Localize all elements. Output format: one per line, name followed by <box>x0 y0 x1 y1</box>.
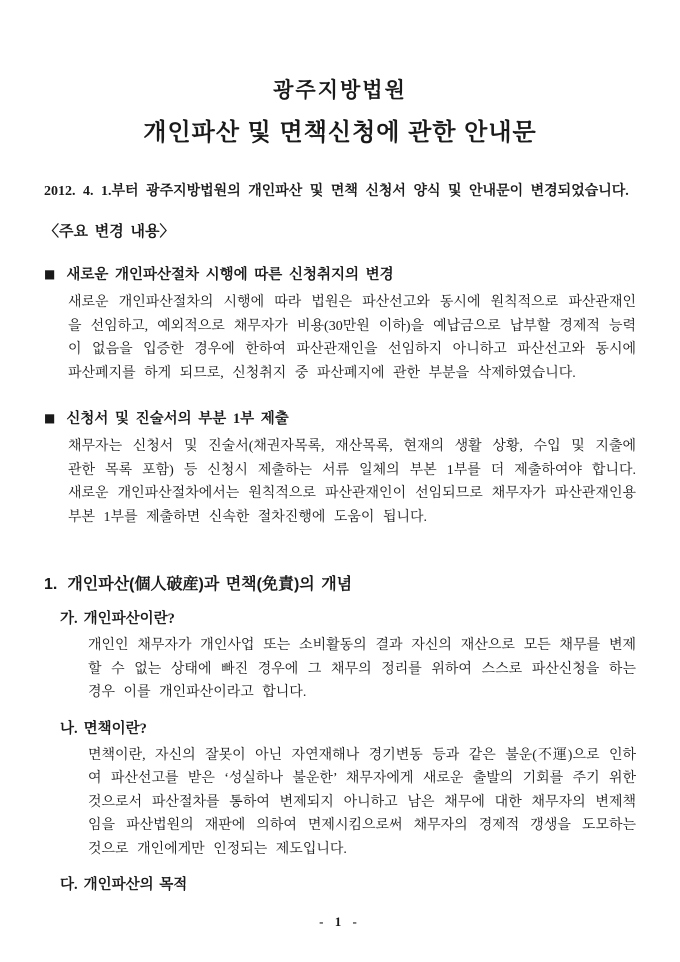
subsection-na-heading-text: 면책이란? <box>83 720 147 737</box>
subsection-ga-heading-text: 개인파산이란? <box>83 611 175 627</box>
change-section-2 <box>44 409 636 529</box>
major-changes-label: 〈주요 변경 내용〉 <box>44 224 175 240</box>
subsection-ga-heading <box>60 609 636 629</box>
section-1-heading <box>44 574 636 596</box>
page-number: - 1 - <box>319 914 361 929</box>
document-content <box>0 78 680 895</box>
square-bullet-icon: ■ <box>44 267 56 281</box>
subsection-na-body: 면책이란, 자신의 잘못이 아닌 자연재해나 경기변동 등과 같은 불운(不運)으로 인하여 파산선고를 받은 ‘성실하나 불운한’ 채무자에게 새로운 출발의 기회를 주기 위한 것으로서 파산절차를 통하여 변제되지 아니하고 남은 채무에 대한 채무자의 변제책임을 파산법원의 재판에 의하여 면제시킴으로써 채무자의 경제적 갱생을 도모하는 것으로 개인에게만 인정되는 제도입니다. <box>88 747 636 857</box>
section-1-heading-text: 개인파산(個人破産)과 면책(免責)의 개념 <box>67 576 353 593</box>
subsection-na <box>60 719 636 862</box>
intro-paragraph: 2012. 4. 1.부터 광주지방법원의 개인파산 및 면책 신청서 양식 및 안내문이 변경되었습니다. <box>44 184 629 199</box>
subsection-ga-label: 가. <box>60 611 78 627</box>
change-section-1 <box>44 265 636 385</box>
document-title: 개인파산 및 면책신청에 관한 안내문 <box>143 119 537 146</box>
subsection-na-label: 나. <box>60 720 78 737</box>
section-1-number: 1. <box>44 576 58 593</box>
subsection-da-label: 다. <box>60 877 78 893</box>
change-section-2-heading <box>44 409 636 429</box>
subsection-da <box>60 875 636 895</box>
subsection-na-heading <box>60 719 636 739</box>
subsection-ga <box>60 609 636 705</box>
square-bullet-icon: ■ <box>44 411 56 425</box>
subsection-ga-body: 개인인 채무자가 개인사업 또는 소비활동의 결과 자신의 재산으로 모든 채무를 변제할 수 없는 상태에 빠진 경우에 그 채무의 정리를 위하여 스스로 파산신청을 하는 경우 이를 개인파산이라고 합니다. <box>88 638 636 700</box>
change-section-1-heading <box>44 265 636 285</box>
subsection-da-heading-text: 개인파산의 목적 <box>83 877 188 893</box>
subsection-da-heading <box>60 875 636 895</box>
change-section-1-heading-text: 새로운 개인파산절차 시행에 따른 신청취지의 변경 <box>66 267 394 283</box>
change-section-2-heading-text: 신청서 및 진술서의 부분 1부 제출 <box>66 411 289 427</box>
section-1-concepts <box>44 574 636 895</box>
court-name-title: 광주지방법원 <box>273 79 407 102</box>
change-section-2-body: 채무자는 신청서 및 진술서(채권자목록, 재산목록, 현재의 생활 상황, 수입 및 지출에 관한 목록 포함) 등 신청시 제출하는 서류 일체의 부본 1부를 더 제출하여야 합니다. 새로운 개인파산절차에서는 원칙적으로 파산관재인이 선임되므로 채무자가 파산관재인용 부본 1부를 제출하면 신속한 절차진행에 도움이 됩니다. <box>68 439 636 525</box>
change-section-1-body: 새로운 개인파산절차의 시행에 따라 법원은 파산선고와 동시에 원칙적으로 파산관재인을 선임하고, 예외적으로 채무자가 비용(30만원 이하)을 예납금으로 납부할 경제적 능력이 없음을 입증한 경우에 한하여 파산관재인을 선임하지 아니하고 파산선고와 동시에 파산폐지를 하게 되므로, 신청취지 중 파산폐지에 관한 부분을 삭제하였습니다. <box>68 295 636 381</box>
